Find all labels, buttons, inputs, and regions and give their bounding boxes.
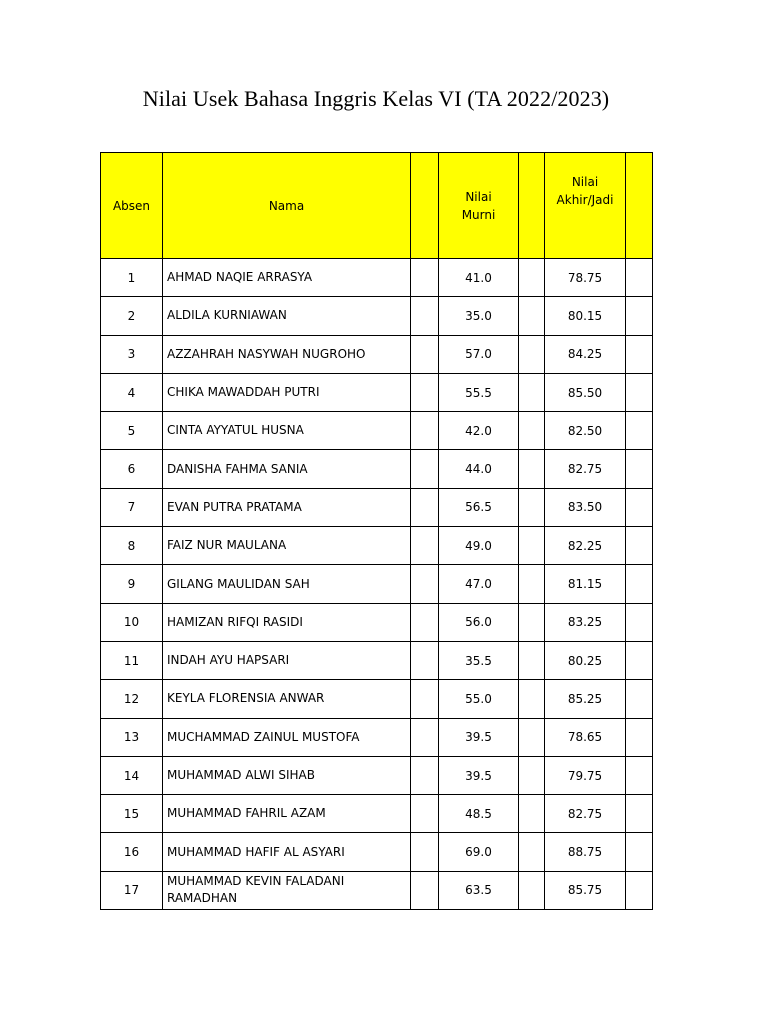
row-empty-cell <box>519 412 545 450</box>
row-empty-cell <box>626 795 653 833</box>
row-nama: AHMAD NAQIE ARRASYA <box>163 259 411 297</box>
row-absen: 10 <box>101 603 163 641</box>
row-absen: 3 <box>101 335 163 373</box>
row-empty-cell <box>411 527 439 565</box>
header-nilai-akhir-line2: Akhir/Jadi <box>556 193 614 207</box>
row-empty-cell <box>411 565 439 603</box>
row-nama: AZZAHRAH NASYWAH NUGROHO <box>163 335 411 373</box>
row-nilai-akhir: 78.75 <box>545 259 626 297</box>
row-empty-cell <box>411 718 439 756</box>
row-empty-cell <box>626 718 653 756</box>
row-nilai-akhir: 80.15 <box>545 297 626 335</box>
table-row <box>101 833 653 871</box>
row-empty-cell <box>519 259 545 297</box>
header-empty-1 <box>411 153 439 259</box>
row-nilai-murni: 55.0 <box>439 680 519 718</box>
table-row <box>101 412 653 450</box>
row-nilai-akhir: 83.50 <box>545 488 626 526</box>
row-nilai-murni: 49.0 <box>439 527 519 565</box>
header-empty-3 <box>626 153 653 259</box>
row-absen: 7 <box>101 488 163 526</box>
header-empty-2 <box>519 153 545 259</box>
row-nilai-akhir: 85.50 <box>545 373 626 411</box>
row-empty-cell <box>519 680 545 718</box>
row-nilai-murni: 55.5 <box>439 373 519 411</box>
row-empty-cell <box>411 412 439 450</box>
row-empty-cell <box>411 680 439 718</box>
row-absen: 4 <box>101 373 163 411</box>
header-nilai-akhir <box>545 153 626 259</box>
row-empty-cell <box>411 871 439 909</box>
row-empty-cell <box>626 565 653 603</box>
row-nilai-murni: 69.0 <box>439 833 519 871</box>
table-row <box>101 450 653 488</box>
row-empty-cell <box>626 871 653 909</box>
table-row <box>101 373 653 411</box>
row-empty-cell <box>411 488 439 526</box>
row-nilai-murni: 41.0 <box>439 259 519 297</box>
row-absen: 13 <box>101 718 163 756</box>
row-absen: 12 <box>101 680 163 718</box>
row-nilai-akhir: 84.25 <box>545 335 626 373</box>
row-absen: 2 <box>101 297 163 335</box>
row-nilai-murni: 63.5 <box>439 871 519 909</box>
row-nama: MUCHAMMAD ZAINUL MUSTOFA <box>163 718 411 756</box>
row-empty-cell <box>519 718 545 756</box>
row-empty-cell <box>411 259 439 297</box>
header-nilai-murni-line2: Murni <box>461 207 496 222</box>
row-empty-cell <box>626 603 653 641</box>
table-row <box>101 795 653 833</box>
row-nama: INDAH AYU HAPSARI <box>163 641 411 679</box>
row-empty-cell <box>519 603 545 641</box>
row-empty-cell <box>519 641 545 679</box>
row-nilai-akhir: 81.15 <box>545 565 626 603</box>
grades-table <box>100 152 653 910</box>
table-row <box>101 641 653 679</box>
row-nama: MUHAMMAD KEVIN FALADANI RAMADHAN <box>163 871 411 909</box>
row-nilai-murni: 47.0 <box>439 565 519 603</box>
row-empty-cell <box>626 488 653 526</box>
row-nilai-murni: 39.5 <box>439 718 519 756</box>
row-nilai-akhir: 80.25 <box>545 641 626 679</box>
row-nilai-murni: 57.0 <box>439 335 519 373</box>
row-absen: 5 <box>101 412 163 450</box>
row-nama: KEYLA FLORENSIA ANWAR <box>163 680 411 718</box>
row-nilai-murni: 44.0 <box>439 450 519 488</box>
row-empty-cell <box>519 756 545 794</box>
row-nama: DANISHA FAHMA SANIA <box>163 450 411 488</box>
row-nilai-akhir: 85.25 <box>545 680 626 718</box>
row-nama: HAMIZAN RIFQI RASIDI <box>163 603 411 641</box>
row-nama: MUHAMMAD ALWI SIHAB <box>163 756 411 794</box>
table-row <box>101 603 653 641</box>
row-empty-cell <box>411 335 439 373</box>
row-nilai-akhir: 83.25 <box>545 603 626 641</box>
row-nama: EVAN PUTRA PRATAMA <box>163 488 411 526</box>
row-empty-cell <box>626 335 653 373</box>
table-row <box>101 259 653 297</box>
row-empty-cell <box>411 373 439 411</box>
row-nilai-murni: 56.5 <box>439 488 519 526</box>
row-nilai-akhir: 82.50 <box>545 412 626 450</box>
row-empty-cell <box>411 641 439 679</box>
row-empty-cell <box>411 795 439 833</box>
row-absen: 1 <box>101 259 163 297</box>
header-nama: Nama <box>163 153 411 259</box>
row-nama: ALDILA KURNIAWAN <box>163 297 411 335</box>
table-row <box>101 680 653 718</box>
row-empty-cell <box>626 833 653 871</box>
header-absen: Absen <box>101 153 163 259</box>
row-empty-cell <box>626 527 653 565</box>
row-nama: CINTA AYYATUL HUSNA <box>163 412 411 450</box>
row-empty-cell <box>519 565 545 603</box>
row-nilai-murni: 48.5 <box>439 795 519 833</box>
row-nilai-murni: 39.5 <box>439 756 519 794</box>
table-row <box>101 756 653 794</box>
row-absen: 16 <box>101 833 163 871</box>
row-absen: 6 <box>101 450 163 488</box>
row-nilai-akhir: 78.65 <box>545 718 626 756</box>
row-empty-cell <box>519 795 545 833</box>
row-empty-cell <box>626 373 653 411</box>
table-row <box>101 488 653 526</box>
row-empty-cell <box>519 527 545 565</box>
row-nama: GILANG MAULIDAN SAH <box>163 565 411 603</box>
grade-rows <box>101 259 653 910</box>
row-empty-cell <box>519 297 545 335</box>
row-nilai-akhir: 79.75 <box>545 756 626 794</box>
row-empty-cell <box>519 488 545 526</box>
row-absen: 17 <box>101 871 163 909</box>
document-title: Nilai Usek Bahasa Inggris Kelas VI (TA 2022/2023) <box>142 86 610 111</box>
row-empty-cell <box>411 297 439 335</box>
header-nilai-akhir-line1: Nilai <box>571 175 599 189</box>
row-absen: 15 <box>101 795 163 833</box>
row-nilai-murni: 42.0 <box>439 412 519 450</box>
row-nilai-akhir: 82.75 <box>545 795 626 833</box>
row-empty-cell <box>626 680 653 718</box>
row-nilai-akhir: 85.75 <box>545 871 626 909</box>
row-empty-cell <box>519 373 545 411</box>
row-absen: 9 <box>101 565 163 603</box>
row-nilai-akhir: 82.75 <box>545 450 626 488</box>
row-empty-cell <box>411 833 439 871</box>
row-empty-cell <box>626 641 653 679</box>
row-nama: MUHAMMAD HAFIF AL ASYARI <box>163 833 411 871</box>
row-nama: CHIKA MAWADDAH PUTRI <box>163 373 411 411</box>
row-nama: FAIZ NUR MAULANA <box>163 527 411 565</box>
table-row <box>101 565 653 603</box>
row-nilai-murni: 35.5 <box>439 641 519 679</box>
row-empty-cell <box>626 412 653 450</box>
row-empty-cell <box>626 756 653 794</box>
row-nilai-murni: 56.0 <box>439 603 519 641</box>
header-row <box>101 153 653 259</box>
row-absen: 11 <box>101 641 163 679</box>
table-row <box>101 871 653 909</box>
row-empty-cell <box>519 833 545 871</box>
row-empty-cell <box>626 259 653 297</box>
row-empty-cell <box>411 603 439 641</box>
row-absen: 14 <box>101 756 163 794</box>
header-nilai-murni <box>439 153 519 259</box>
row-empty-cell <box>519 335 545 373</box>
row-empty-cell <box>626 297 653 335</box>
table-row <box>101 297 653 335</box>
header-nilai-murni-line1: Nilai <box>465 189 492 204</box>
row-empty-cell <box>626 450 653 488</box>
row-nama: MUHAMMAD FAHRIL AZAM <box>163 795 411 833</box>
table-row <box>101 335 653 373</box>
row-empty-cell <box>519 450 545 488</box>
table-row <box>101 527 653 565</box>
row-empty-cell <box>519 871 545 909</box>
table-row <box>101 718 653 756</box>
row-absen: 8 <box>101 527 163 565</box>
row-nilai-akhir: 88.75 <box>545 833 626 871</box>
row-empty-cell <box>411 450 439 488</box>
row-nilai-akhir: 82.25 <box>545 527 626 565</box>
row-nilai-murni: 35.0 <box>439 297 519 335</box>
row-empty-cell <box>411 756 439 794</box>
